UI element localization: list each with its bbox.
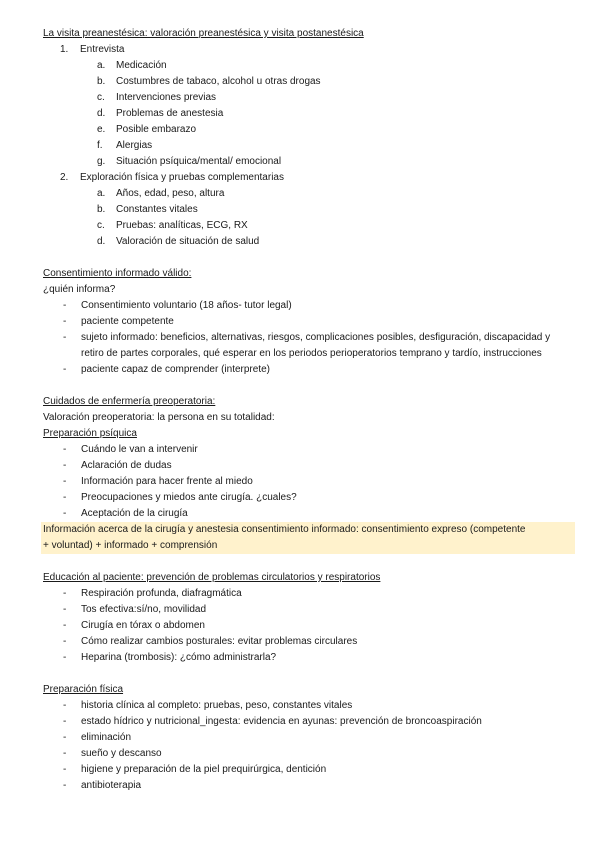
item-text: Valoración de situación de salud	[116, 236, 260, 247]
lettered-item: b. Constantes vitales	[97, 204, 198, 215]
lettered-item: c. Intervenciones previas	[97, 92, 217, 103]
spacer	[43, 666, 573, 682]
section3-subtitle: Preparación psíquica	[43, 428, 137, 439]
item-text: Pruebas: analíticas, ECG, RX	[116, 220, 248, 231]
dash-item: - Consentimiento voluntario (18 años- tutor legal)	[63, 300, 292, 311]
section3-title: Cuidados de enfermería preoperatoria:	[43, 396, 216, 407]
dash-item: - Aclaración de dudas	[63, 460, 172, 471]
numbered-item: 1. Entrevista	[60, 44, 125, 55]
dash-item: - higiene y preparación de la piel prequirúrgica, dentición	[63, 764, 327, 775]
highlight-line: + voluntad) + informado + comprensión	[43, 540, 218, 551]
lettered-item: d. Valoración de situación de salud	[97, 236, 260, 247]
spacer	[43, 378, 573, 394]
spacer	[43, 554, 573, 570]
dash-item: - Tos efectiva:sí/no, movilidad	[63, 604, 207, 615]
dash-item: - Cuándo le van a intervenir	[63, 444, 198, 455]
item-text: Problemas de anestesia	[116, 108, 224, 119]
dash-item: - historia clínica al completo: pruebas, peso, constantes vitales	[63, 700, 353, 711]
section3-intro: Valoración preoperatoria: la persona en su totalidad:	[43, 412, 275, 423]
item-text: Situación psíquica/mental/ emocional	[116, 156, 282, 167]
item-text: Intervenciones previas	[116, 92, 217, 103]
section1-title: La visita preanestésica: valoración preanestésica y visita postanestésica	[43, 28, 364, 39]
item-text: Constantes vitales	[116, 204, 198, 215]
dash-item: - estado hídrico y nutricional_ingesta: evidencia en ayunas: prevención de broncoaspiración	[63, 716, 482, 727]
dash-item: - Información para hacer frente al miedo	[63, 476, 253, 487]
item-text: Medicación	[116, 60, 167, 71]
section5-title: Preparación física	[43, 684, 124, 695]
dash-item: - Preocupaciones y miedos ante cirugía. ¿cuales?	[63, 492, 297, 503]
item-text: Costumbres de tabaco, alcohol u otras drogas	[116, 76, 321, 87]
lettered-item: a. Años, edad, peso, altura	[97, 188, 225, 199]
item-label: Exploración física y pruebas complementarias	[80, 172, 284, 183]
item-text: Años, edad, peso, altura	[116, 188, 225, 199]
lettered-item: g. Situación psíquica/mental/ emocional	[97, 156, 282, 167]
lettered-item: d. Problemas de anestesia	[97, 108, 224, 119]
section2-question: ¿quién informa?	[43, 284, 116, 295]
dash-item-multiline: - sujeto informado: beneficios, alternativas, riesgos, complicaciones posibles, desfiguración, discapacidad y retiro de partes corporales, qué esperar en los periodos perioperatorios temprano y tardío, instrucciones	[63, 332, 551, 359]
document-page	[43, 26, 573, 794]
dash-item: - Cirugía en tórax o abdomen	[63, 620, 205, 631]
dash-item: - Cómo realizar cambios posturales: evitar problemas circulares	[63, 636, 358, 647]
spacer	[43, 250, 573, 266]
lettered-item: b. Costumbres de tabaco, alcohol u otras drogas	[97, 76, 321, 87]
item-text: Posible embarazo	[116, 124, 197, 135]
lettered-item: f. Alergias	[97, 140, 153, 151]
lettered-item: c. Pruebas: analíticas, ECG, RX	[97, 220, 248, 231]
lettered-item: a. Medicación	[97, 60, 167, 71]
dash-item: - Heparina (trombosis): ¿cómo administrarla?	[63, 652, 277, 663]
highlight-line: Información acerca de la cirugía y anestesia consentimiento informado: consentimiento expreso (competente	[43, 524, 526, 535]
lettered-item: e. Posible embarazo	[97, 124, 197, 135]
dash-item: - eliminación	[63, 732, 132, 743]
section4-title: Educación al paciente: prevención de problemas circulatorios y respiratorios	[43, 572, 381, 583]
highlighted-note	[41, 522, 575, 554]
dash-item: - paciente capaz de comprender (interprete)	[63, 364, 270, 375]
dash-item: - antibioterapia	[63, 780, 142, 791]
dash-item: - paciente competente	[63, 316, 174, 327]
item-text: Alergias	[116, 140, 153, 151]
numbered-item: 2. Exploración física y pruebas complementarias	[60, 172, 284, 183]
dash-item: - Aceptación de la cirugía	[63, 508, 188, 519]
dash-item: - sueño y descanso	[63, 748, 162, 759]
item-label: Entrevista	[80, 44, 125, 55]
section2-title: Consentimiento informado válido:	[43, 268, 192, 279]
dash-item: - Respiración profunda, diafragmática	[63, 588, 242, 599]
